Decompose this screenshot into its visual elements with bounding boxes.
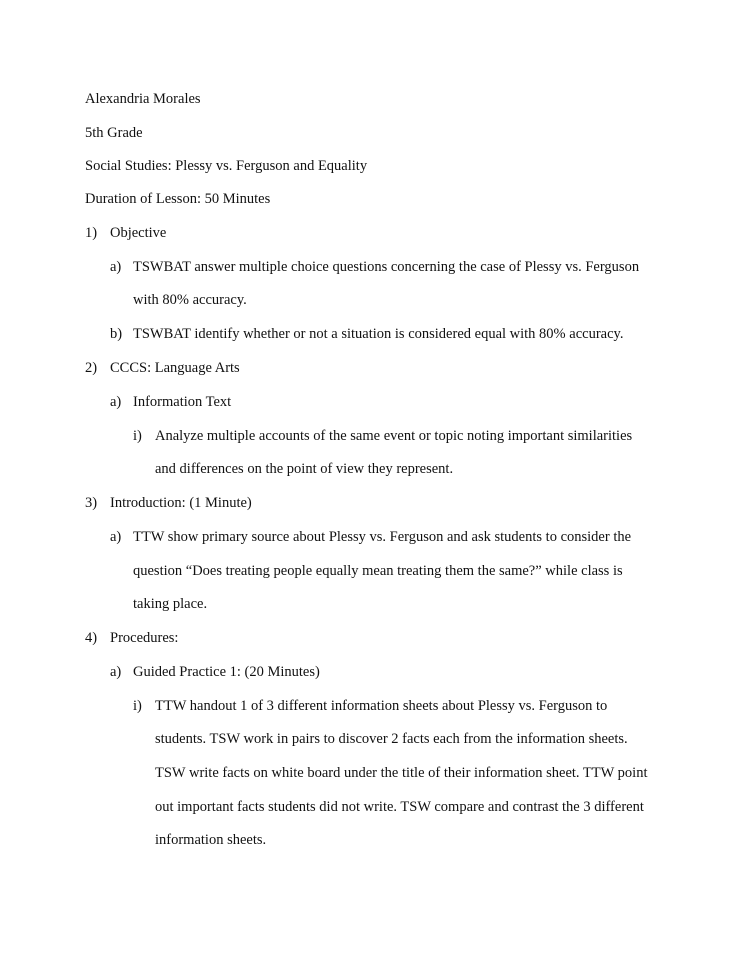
section-marker: 4) [85, 630, 98, 646]
introduction-item-line-3: taking place. [133, 596, 208, 612]
subject-line: Social Studies: Plessy vs. Ferguson and Equality [85, 158, 368, 174]
subitem-marker: i) [133, 698, 142, 714]
procedures-subitem-line-4: out important facts students did not write. TSW compare and contrast the 3 different [155, 799, 644, 815]
ccss-subitem-line-1: Analyze multiple accounts of the same event or topic noting important similarities [155, 428, 633, 444]
introduction-item-line-1: TTW show primary source about Plessy vs. Ferguson and ask students to consider the [133, 529, 632, 545]
ccss-subitem-line-2: and differences on the point of view they represent. [155, 461, 454, 477]
procedures-subitem-line-3: TSW write facts on white board under the title of their information sheet. TTW point [155, 765, 648, 781]
procedures-subitem-line-1: TTW handout 1 of 3 different information sheets about Plessy vs. Ferguson to [155, 698, 608, 714]
subitem-marker: i) [133, 428, 142, 444]
introduction-item-line-2: question “Does treating people equally mean treating them the same?” while class is [133, 563, 623, 579]
author-name: Alexandria Morales [85, 91, 201, 107]
section-title-objective: Objective [110, 225, 167, 241]
procedures-subitem-line-2: students. TSW work in pairs to discover 2 facts each from the information sheets. [155, 731, 628, 747]
item-marker: a) [110, 259, 122, 275]
lesson-duration: Duration of Lesson: 50 Minutes [85, 191, 271, 207]
item-marker: b) [110, 326, 123, 342]
section-marker: 1) [85, 225, 98, 241]
objective-item-b-line-1: TSWBAT identify whether or not a situation is considered equal with 80% accuracy. [133, 326, 624, 342]
ccss-sub-title: Information Text [133, 394, 232, 410]
item-marker: a) [110, 394, 122, 410]
grade-level: 5th Grade [85, 125, 143, 141]
section-title-introduction: Introduction: (1 Minute) [110, 495, 252, 511]
section-marker: 3) [85, 495, 98, 511]
objective-item-a-line-2: with 80% accuracy. [133, 292, 247, 308]
procedures-sub-title: Guided Practice 1: (20 Minutes) [133, 664, 320, 680]
procedures-subitem-line-5: information sheets. [155, 832, 267, 848]
section-marker: 2) [85, 360, 98, 376]
objective-item-a-line-1: TSWBAT answer multiple choice questions concerning the case of Plessy vs. Ferguson [133, 259, 640, 275]
section-title-ccss: CCCS: Language Arts [110, 360, 240, 376]
section-title-procedures: Procedures: [110, 630, 179, 646]
item-marker: a) [110, 664, 122, 680]
item-marker: a) [110, 529, 122, 545]
